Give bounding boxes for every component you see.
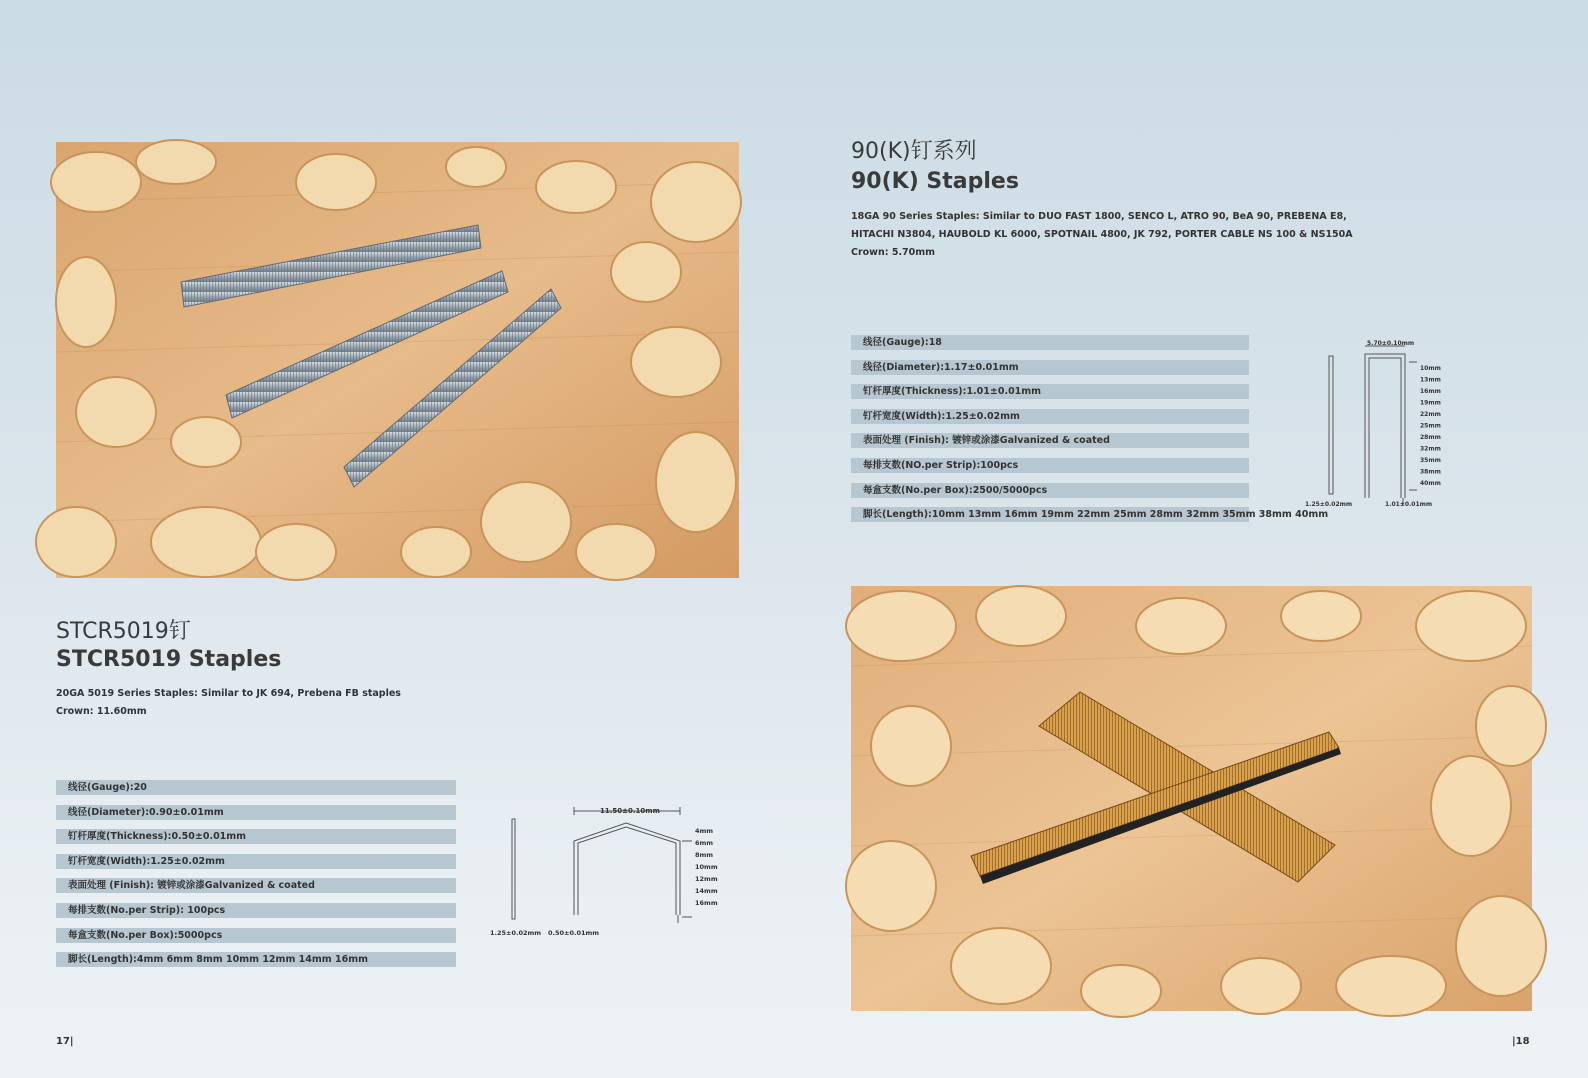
left-length-10: 10mm bbox=[695, 863, 718, 871]
spec-width: 钉杆宽度(Width):1.25±0.02mm bbox=[56, 854, 456, 869]
left-crown-label: 11.50±0.10mm bbox=[600, 807, 660, 815]
spec-width: 钉杆宽度(Width):1.25±0.02mm bbox=[851, 409, 1249, 424]
spec-length: 脚长(Length):4mm 6mm 8mm 10mm 12mm 14mm 16mm bbox=[56, 952, 456, 967]
right-length-40: 40mm bbox=[1420, 480, 1441, 487]
spec-thickness: 钉杆厚度(Thickness):0.50±0.01mm bbox=[56, 829, 456, 844]
left-length-4: 4mm bbox=[695, 827, 714, 835]
left-title-en: STCR5019 Staples bbox=[56, 647, 282, 672]
right-length-19: 19mm bbox=[1420, 399, 1441, 407]
left-title-cn: STCR5019钉 bbox=[56, 619, 191, 644]
left-length-14: 14mm bbox=[695, 887, 718, 895]
right-length-32: 32mm bbox=[1420, 445, 1441, 453]
right-title-cn: 90(K)钉系列 bbox=[851, 139, 977, 164]
left-desc-line2: Crown: 11.60mm bbox=[56, 706, 147, 717]
right-length-13: 13mm bbox=[1420, 376, 1441, 384]
right-length-10: 10mm bbox=[1420, 365, 1441, 372]
right-desc-line3: Crown: 5.70mm bbox=[851, 247, 936, 258]
spec-finish: 表面处理 (Finish): 镀锌或涂漆Galvanized & coated bbox=[56, 878, 456, 893]
right-page-number: |18 bbox=[1512, 1036, 1530, 1047]
spec-diameter: 线径(Diameter):0.90±0.01mm bbox=[56, 805, 456, 820]
right-length-22: 22mm bbox=[1420, 411, 1441, 418]
spec-per-strip: 每排支数(No.per Strip): 100pcs bbox=[56, 903, 456, 918]
right-thickness-label: 1.01±0.01mm bbox=[1385, 501, 1433, 508]
spec-per-box: 每盒支数(No.per Box):5000pcs bbox=[56, 928, 456, 943]
left-length-6: 6mm bbox=[695, 839, 714, 847]
right-crown-label: 5.70±0.10mm bbox=[1367, 340, 1415, 347]
right-length-35: 35mm bbox=[1420, 457, 1441, 464]
right-title-en: 90(K) Staples bbox=[851, 169, 1019, 194]
right-spec-table bbox=[851, 335, 1329, 532]
spec-per-strip: 每排支数(NO.per Strip):100pcs bbox=[851, 458, 1249, 473]
spec-finish: 表面处理 (Finish): 镀锌或涂漆Galvanized & coated bbox=[851, 433, 1249, 448]
left-spec-table bbox=[56, 780, 456, 977]
silver-staples-photo bbox=[56, 142, 739, 578]
left-length-16: 16mm bbox=[695, 899, 718, 907]
spec-gauge: 线径(Gauge):18 bbox=[851, 335, 1249, 350]
right-width-label: 1.25±0.02mm bbox=[1305, 501, 1353, 508]
left-length-8: 8mm bbox=[695, 851, 714, 859]
spec-diameter: 线径(Diameter):1.17±0.01mm bbox=[851, 360, 1249, 375]
right-staple-diagram bbox=[1305, 340, 1475, 520]
left-width-label: 1.25±0.02mm bbox=[490, 929, 542, 937]
left-page-number: 17| bbox=[56, 1036, 74, 1047]
right-description bbox=[851, 208, 1353, 262]
right-desc-line2: HITACHI N3804, HAUBOLD KL 6000, SPOTNAIL 4800, JK 792, PORTER CABLE NS 100 & NS150A bbox=[851, 229, 1353, 240]
left-staple-diagram bbox=[490, 805, 730, 940]
spec-thickness: 钉杆厚度(Thickness):1.01±0.01mm bbox=[851, 384, 1249, 399]
spec-per-box: 每盒支数(No.per Box):2500/5000pcs bbox=[851, 483, 1249, 498]
right-desc-line1: 18GA 90 Series Staples: Similar to DUO FAST 1800, SENCO L, ATRO 90, BeA 90, PREBENA E8, bbox=[851, 211, 1347, 222]
right-length-25: 25mm bbox=[1420, 422, 1441, 430]
left-length-12: 12mm bbox=[695, 875, 718, 883]
spec-gauge: 线径(Gauge):20 bbox=[56, 780, 456, 795]
right-length-16: 16mm bbox=[1420, 388, 1441, 395]
spec-length: 脚长(Length):10mm 13mm 16mm 19mm 22mm 25mm 28mm 32mm 35mm 38mm 40mm bbox=[851, 507, 1249, 522]
left-desc-line1: 20GA 5019 Series Staples: Similar to JK 694, Prebena FB staples bbox=[56, 688, 401, 699]
left-description bbox=[56, 685, 401, 721]
gold-staples-photo bbox=[851, 586, 1532, 1011]
left-thickness-label: 0.50±0.01mm bbox=[548, 929, 600, 937]
right-length-28: 28mm bbox=[1420, 434, 1441, 441]
right-length-38: 38mm bbox=[1420, 468, 1441, 476]
